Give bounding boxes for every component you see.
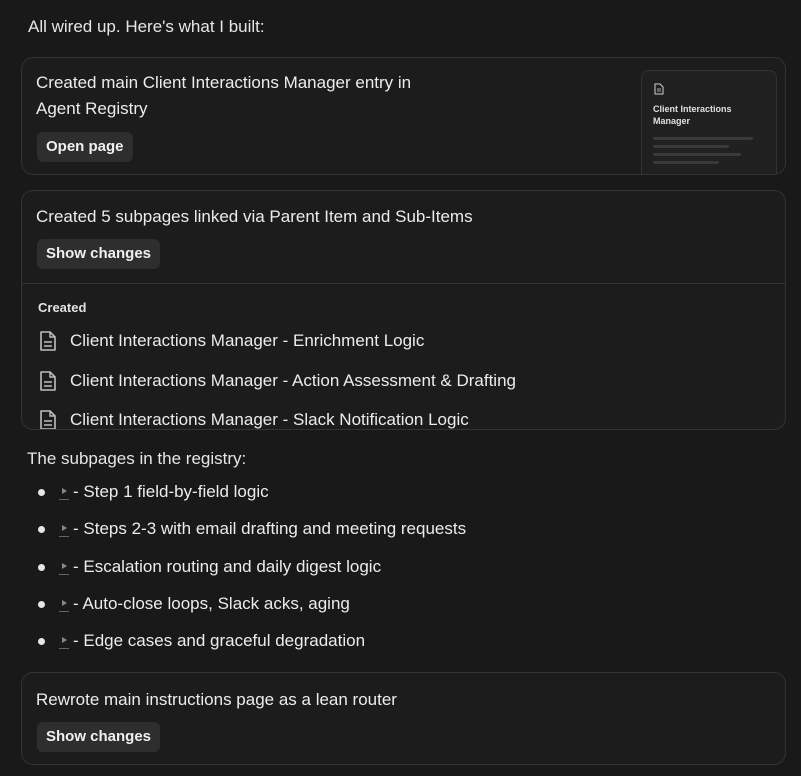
list-item-text: - Escalation routing and daily digest logic bbox=[73, 557, 382, 576]
list-item bbox=[38, 556, 538, 578]
preview-title: Client Interactions Manager bbox=[653, 104, 732, 126]
bullet-dot bbox=[38, 638, 45, 645]
list-item-text: - Steps 2-3 with email drafting and meeting requests bbox=[73, 519, 467, 538]
list-item bbox=[38, 518, 538, 540]
list-item-text: - Auto-close loops, Slack acks, aging bbox=[73, 594, 350, 613]
preview-line bbox=[653, 137, 753, 140]
toggle-page-icon[interactable] bbox=[59, 597, 69, 612]
instructions-card bbox=[21, 672, 786, 765]
subpages-heading: The subpages in the registry: bbox=[27, 449, 247, 468]
toggle-page-icon[interactable] bbox=[59, 485, 69, 500]
file-icon bbox=[38, 370, 58, 392]
registry-entry-card bbox=[21, 57, 786, 175]
card-title-line1: Created main Client Interactions Manager entry in bbox=[36, 73, 412, 92]
toggle-page-icon[interactable] bbox=[59, 560, 69, 575]
created-page-item[interactable] bbox=[38, 369, 516, 393]
open-page-button[interactable]: Open page bbox=[37, 132, 133, 162]
list-item-text: - Edge cases and graceful degradation bbox=[73, 631, 366, 650]
preview-line bbox=[653, 153, 741, 156]
created-page-item[interactable] bbox=[38, 408, 469, 430]
show-changes-button[interactable]: Show changes bbox=[37, 722, 160, 752]
file-icon bbox=[38, 409, 58, 430]
list-item bbox=[38, 481, 538, 503]
page-preview-thumbnail[interactable] bbox=[641, 70, 777, 175]
toggle-page-icon[interactable] bbox=[59, 634, 69, 649]
created-page-label: Client Interactions Manager - Action Assessment & Drafting bbox=[70, 371, 516, 390]
created-page-label: Client Interactions Manager - Slack Notification Logic bbox=[70, 410, 469, 429]
intro-text: All wired up. Here's what I built: bbox=[28, 17, 265, 36]
preview-line bbox=[653, 145, 729, 148]
card-title: Rewrote main instructions page as a lean router bbox=[36, 690, 397, 709]
card-title-line2: Agent Registry bbox=[36, 99, 148, 118]
card-title: Created 5 subpages linked via Parent Item and Sub-Items bbox=[36, 207, 473, 226]
list-item-text: - Step 1 field-by-field logic bbox=[73, 482, 269, 501]
subpages-card bbox=[21, 190, 786, 430]
bullet-dot bbox=[38, 564, 45, 571]
show-changes-button[interactable]: Show changes bbox=[37, 239, 160, 269]
list-item bbox=[38, 630, 538, 652]
toggle-page-icon[interactable] bbox=[59, 522, 69, 537]
created-page-label: Client Interactions Manager - Enrichment Logic bbox=[70, 331, 425, 350]
created-label: Created bbox=[38, 300, 87, 315]
bullet-dot bbox=[38, 601, 45, 608]
file-icon bbox=[38, 330, 58, 352]
document-icon bbox=[654, 83, 664, 95]
created-page-item[interactable] bbox=[38, 329, 424, 353]
preview-line bbox=[653, 161, 719, 164]
divider bbox=[22, 283, 785, 284]
bullet-dot bbox=[38, 526, 45, 533]
bullet-dot bbox=[38, 489, 45, 496]
list-item bbox=[38, 593, 538, 615]
